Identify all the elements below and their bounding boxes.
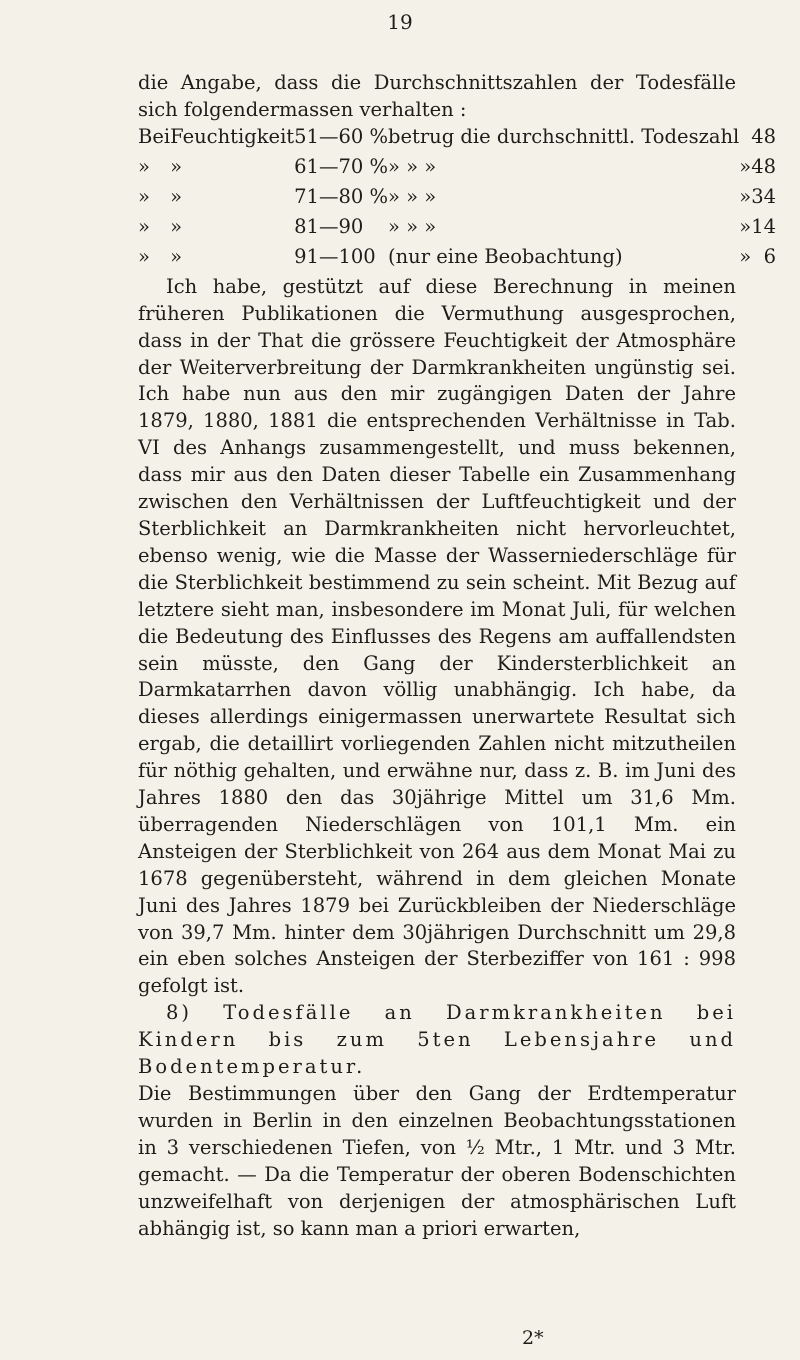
page-number: 19 xyxy=(387,10,413,34)
row-description: » » » xyxy=(388,214,437,238)
row-description: (nur eine Beobachtung) xyxy=(388,244,623,268)
table-row xyxy=(138,244,776,274)
row-description: » » » xyxy=(388,154,437,178)
row-label: » xyxy=(138,244,150,268)
row-ditto-mark: » xyxy=(739,244,752,268)
section-heading: 8) Todesfälle an Darmkrankheiten bei Kindern bis zum 5ten Lebensjahre und Bodentemperatur. xyxy=(138,1001,736,1079)
death-count-value: 34 xyxy=(751,184,777,208)
page-content xyxy=(138,70,777,1242)
row-ditto: » xyxy=(170,244,183,268)
row-ditto-mark: » xyxy=(739,214,752,238)
table-row xyxy=(138,124,776,154)
row-ditto-mark xyxy=(739,124,751,154)
row-ditto-mark: » xyxy=(739,154,752,178)
paragraph-1: Ich habe, gestützt auf diese Berechnung in meinen früheren Publikationen die Vermuthung ausgesprochen, dass in der That die grössere Feuchtigkeit der Atmosphäre der Weiterverbreitung der Darmkrankheiten ungünstig sei. Ich habe nun aus den mir zugängigen Daten der Jahre 1879, 1880, 1881 die entsprechenden Verhältnisse in Tab. VI des Anhangs zusammengestellt, und muss bekennen, dass mir aus den Daten dieser Tabelle ein Zusammenhang zwischen den Verhältnissen der Luftfeuchtigkeit und der Sterblichkeit an Darmkrankheiten nicht hervorleuchtet, ebenso wenig, wie die Masse der Wasserniederschläge für die Sterblichkeit bestimmend zu sein scheint. Mit Bezug auf letztere sieht man, insbesondere im Monat Juli, für welchen die Bedeutung des Einflusses des Regens am auffallendsten sein müsste, den Gang der Kindersterblichkeit an Darmkatarrhen davon völlig unabhängig. Ich habe, da dieses allerdings einigermassen unerwartete Resultat sich ergab, die detaillirt vorliegenden Zahlen nicht mitzutheilen für nöthig gehalten, und erwähne nur, dass z. B. im Juni des Jahres 1880 den das 30jährige Mittel um 31,6 Mm. überragenden Niederschlägen von 101,1 Mm. ein Ansteigen der Sterblichkeit von 264 aus dem Monat Mai zu 1678 gegenübersteht, während in dem gleichen Monate Juni des Jahres 1879 bei Zurückbleiben der Niederschläge von 39,7 Mm. hinter dem 30jährigen Durchschnitt um 29,8 ein eben solches Ansteigen der Sterbeziffer von 161 : 998 gefolgt ist. xyxy=(138,274,736,998)
signature-mark: 2* xyxy=(522,1327,544,1349)
row-label: » xyxy=(138,214,150,238)
row-label: » xyxy=(138,154,150,178)
humidity-range: 91—100 xyxy=(294,244,376,268)
death-count-value: 14 xyxy=(751,214,777,238)
row-ditto-mark: » xyxy=(739,184,752,208)
death-count-value: 48 xyxy=(751,124,777,148)
table-row xyxy=(138,184,776,214)
row-description: betrug die durchschnittl. Todeszahl xyxy=(388,124,740,148)
death-count-value: 6 xyxy=(763,244,777,268)
row-label: Bei xyxy=(138,124,171,148)
row-description: » » » xyxy=(388,184,437,208)
death-count-value: 48 xyxy=(751,154,777,178)
humidity-range: 71—80 % xyxy=(294,184,388,208)
intro-text: die Angabe, dass die Durchschnittszahlen der Todesfälle sich folgendermassen verhalten : xyxy=(138,71,736,121)
row-ditto: Feuchtigkeit xyxy=(170,124,295,148)
row-ditto: » xyxy=(170,154,183,178)
table-row xyxy=(138,154,776,184)
humidity-range: 51—60 % xyxy=(294,124,388,148)
row-ditto: » xyxy=(170,184,183,208)
row-label: » xyxy=(138,184,150,208)
humidity-range: 61—70 % xyxy=(294,154,388,178)
paragraph-2: Die Bestimmungen über den Gang der Erdtemperatur wurden in Berlin in den einzelnen Beobachtungsstationen in 3 verschiedenen Tiefen, von ½ Mtr., 1 Mtr. und 3 Mtr. gemacht. — Da die Temperatur der oberen Bodenschichten unzweifelhaft von derjenigen der atmosphärischen Luft abhängig ist, so kann man a priori erwarten, xyxy=(138,1082,736,1240)
table-row xyxy=(138,214,776,244)
humidity-table xyxy=(138,124,776,274)
humidity-range: 81—90 xyxy=(294,214,364,238)
row-ditto: » xyxy=(170,214,183,238)
